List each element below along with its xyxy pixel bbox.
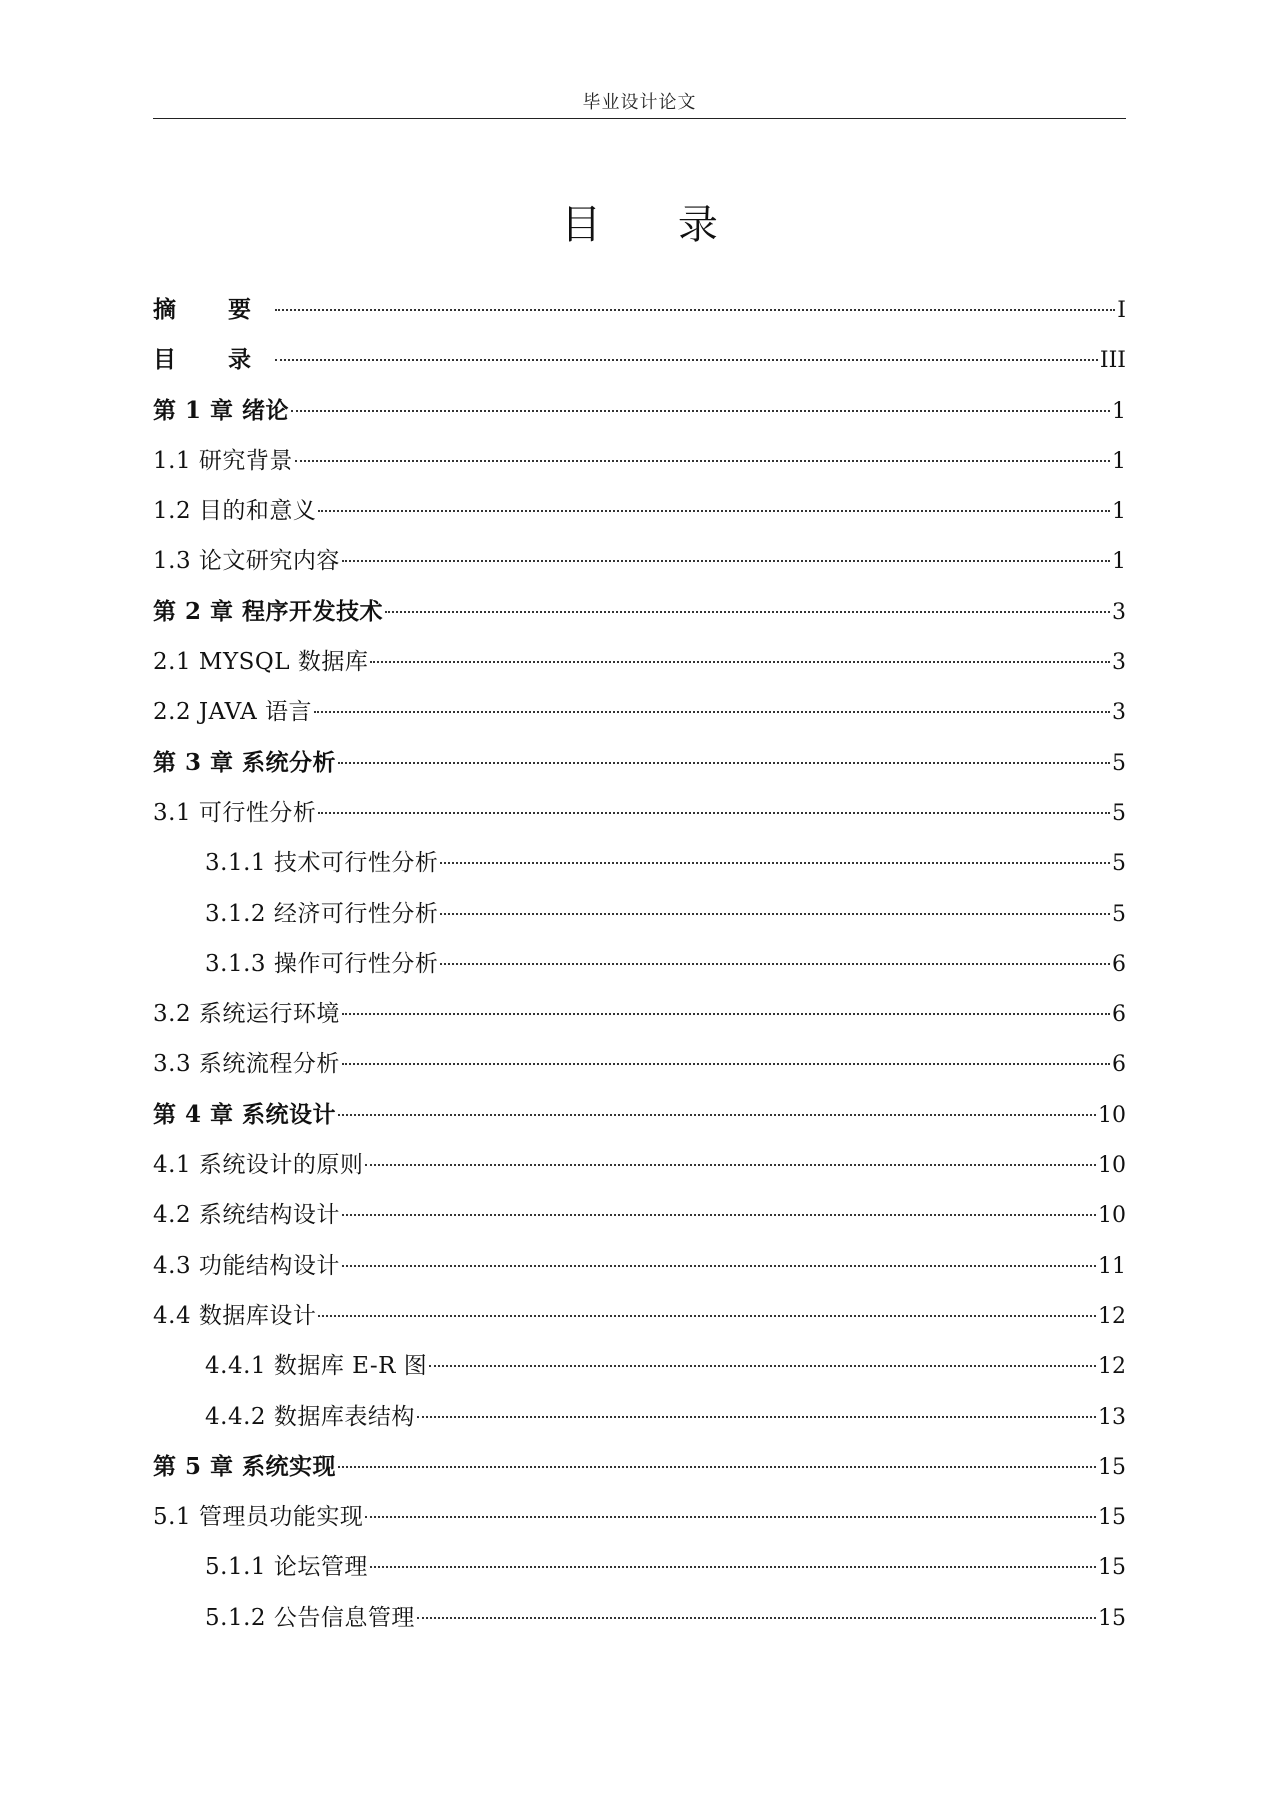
toc-entry-label: 5.1.1 论坛管理 (205, 1554, 368, 1581)
toc-entry-label: 2.2 JAVA 语言 (153, 699, 313, 726)
toc-entry-page-number: 6 (1112, 1002, 1126, 1028)
toc-entry-label: 4.2 系统结构设计 (153, 1202, 340, 1229)
toc-entry-page-number: 10 (1098, 1153, 1126, 1179)
toc-entry-label: 第 3 章 系统分析 (153, 748, 337, 776)
toc-dot-leader (342, 560, 1110, 562)
toc-entry-label: 4.1 系统设计的原则 (153, 1152, 364, 1179)
toc-entry[interactable] (153, 795, 1126, 845)
toc-entry[interactable] (153, 1097, 1126, 1147)
toc-entry-label: 第 5 章 系统实现 (153, 1452, 337, 1480)
toc-entry[interactable] (153, 694, 1126, 744)
toc-entry-page-number: 5 (1112, 800, 1126, 826)
toc-entry-page-number: 3 (1112, 599, 1126, 625)
toc-dot-leader (338, 762, 1110, 764)
toc-entry[interactable] (153, 845, 1126, 895)
toc-dot-leader (314, 711, 1110, 713)
running-header: 毕业设计论文 (582, 92, 697, 113)
toc-entry-page-number: 10 (1098, 1203, 1126, 1229)
toc-entry[interactable] (153, 1046, 1126, 1096)
toc-entry-page-number: 15 (1098, 1555, 1126, 1581)
toc-entry[interactable] (153, 1399, 1126, 1449)
toc-entry-label: 3.1.1 技术可行性分析 (205, 850, 439, 877)
toc-entry[interactable] (153, 342, 1126, 392)
toc-dot-leader (440, 963, 1110, 965)
toc-entry-page-number: 1 (1112, 398, 1126, 424)
toc-entry[interactable] (153, 1147, 1126, 1197)
toc-entry-label: 5.1 管理员功能实现 (153, 1504, 364, 1531)
toc-entry-label: 1.1 研究背景 (153, 447, 293, 474)
toc-entry-label: 3.2 系统运行环境 (153, 1001, 340, 1028)
toc-entry-page-number: 11 (1098, 1253, 1126, 1279)
toc-entry-page-number: 1 (1112, 499, 1126, 525)
toc-dot-leader (440, 913, 1110, 915)
toc-entry[interactable] (153, 393, 1126, 443)
toc-entry[interactable] (153, 443, 1126, 493)
toc-entry-label: 第 4 章 系统设计 (153, 1100, 337, 1128)
toc-entry[interactable] (153, 1248, 1126, 1298)
toc-entry[interactable] (153, 292, 1126, 342)
toc-dot-leader (318, 812, 1110, 814)
toc-entry-page-number: 10 (1098, 1102, 1126, 1128)
toc-entry-page-number: 15 (1098, 1454, 1126, 1480)
toc-dot-leader (275, 309, 1115, 311)
toc-dot-leader (291, 410, 1110, 412)
toc-dot-leader (338, 1466, 1096, 1468)
toc-entry[interactable] (153, 1197, 1126, 1247)
toc-title: 目 录 (561, 202, 750, 248)
toc-entry-page-number: 5 (1112, 750, 1126, 776)
toc-entry-label: 3.1.2 经济可行性分析 (205, 900, 439, 927)
toc-dot-leader (342, 1013, 1110, 1015)
toc-entry-page-number: I (1117, 298, 1126, 323)
toc-entry-label: 3.1 可行性分析 (153, 799, 317, 826)
toc-entry-label: 摘 要 (153, 296, 274, 323)
toc-dot-leader (275, 359, 1098, 361)
toc-entry-label: 第 1 章 绪论 (153, 396, 290, 424)
toc-entry-label: 4.4.1 数据库 E-R 图 (205, 1353, 428, 1380)
toc-dot-leader (365, 1516, 1096, 1518)
header-rule (153, 118, 1126, 119)
toc-entry-label: 1.3 论文研究内容 (153, 548, 340, 575)
toc-entry-label: 1.2 目的和意义 (153, 498, 317, 525)
toc-entry-page-number: 3 (1112, 650, 1126, 676)
toc-dot-leader (417, 1416, 1096, 1418)
toc-entry[interactable] (153, 1549, 1126, 1599)
toc-entry-page-number: 6 (1112, 951, 1126, 977)
toc-dot-leader (318, 510, 1110, 512)
toc-dot-leader (370, 1566, 1096, 1568)
toc-dot-leader (365, 1164, 1096, 1166)
toc-entry[interactable] (153, 594, 1126, 644)
toc-entry[interactable] (153, 1348, 1126, 1398)
toc-entry[interactable] (153, 644, 1126, 694)
toc-entry[interactable] (153, 745, 1126, 795)
toc-entry-label: 3.1.3 操作可行性分析 (205, 950, 439, 977)
toc-entry-page-number: 12 (1098, 1303, 1126, 1329)
toc-dot-leader (342, 1265, 1096, 1267)
toc-entry-page-number: 3 (1112, 700, 1126, 726)
toc-entry-label: 第 2 章 程序开发技术 (153, 597, 384, 625)
toc-dot-leader (385, 611, 1110, 613)
toc-entry-page-number: 12 (1098, 1354, 1126, 1380)
toc-entry[interactable] (153, 543, 1126, 593)
toc-dot-leader (318, 1315, 1096, 1317)
toc-entry-page-number: III (1099, 348, 1126, 374)
toc-entry[interactable] (153, 493, 1126, 543)
toc-entry-page-number: 15 (1098, 1505, 1126, 1531)
toc-entry[interactable] (153, 1449, 1126, 1499)
toc-entry-page-number: 5 (1112, 851, 1126, 877)
toc-entry[interactable] (153, 996, 1126, 1046)
toc-entry-page-number: 6 (1112, 1052, 1126, 1078)
toc-dot-leader (370, 661, 1110, 663)
toc-entry-page-number: 1 (1112, 448, 1126, 474)
toc-entry-label: 3.3 系统流程分析 (153, 1051, 340, 1078)
toc-entry-label: 4.4 数据库设计 (153, 1302, 317, 1329)
toc-entry-page-number: 5 (1112, 901, 1126, 927)
toc-entry[interactable] (153, 1499, 1126, 1549)
toc-entry-label: 4.4.2 数据库表结构 (205, 1403, 415, 1430)
toc-entry-page-number: 15 (1098, 1605, 1126, 1631)
toc-dot-leader (342, 1214, 1096, 1216)
toc-entry-label: 2.1 MYSQL 数据库 (153, 649, 369, 676)
toc-entry-page-number: 1 (1112, 549, 1126, 575)
toc-dot-leader (440, 862, 1110, 864)
toc-entry-label: 5.1.2 公告信息管理 (205, 1604, 415, 1631)
toc-entry-label: 目 录 (153, 346, 274, 374)
toc-dot-leader (338, 1114, 1096, 1116)
toc-dot-leader (417, 1617, 1096, 1619)
toc-entry[interactable] (153, 946, 1126, 996)
toc-entry[interactable] (153, 1600, 1126, 1650)
toc-dot-leader (342, 1063, 1110, 1065)
toc-entry[interactable] (153, 896, 1126, 946)
toc-dot-leader (295, 460, 1110, 462)
table-of-contents (153, 292, 1126, 1650)
toc-dot-leader (429, 1365, 1096, 1367)
toc-entry-page-number: 13 (1098, 1404, 1126, 1430)
toc-entry[interactable] (153, 1298, 1126, 1348)
toc-entry-label: 4.3 功能结构设计 (153, 1252, 340, 1279)
